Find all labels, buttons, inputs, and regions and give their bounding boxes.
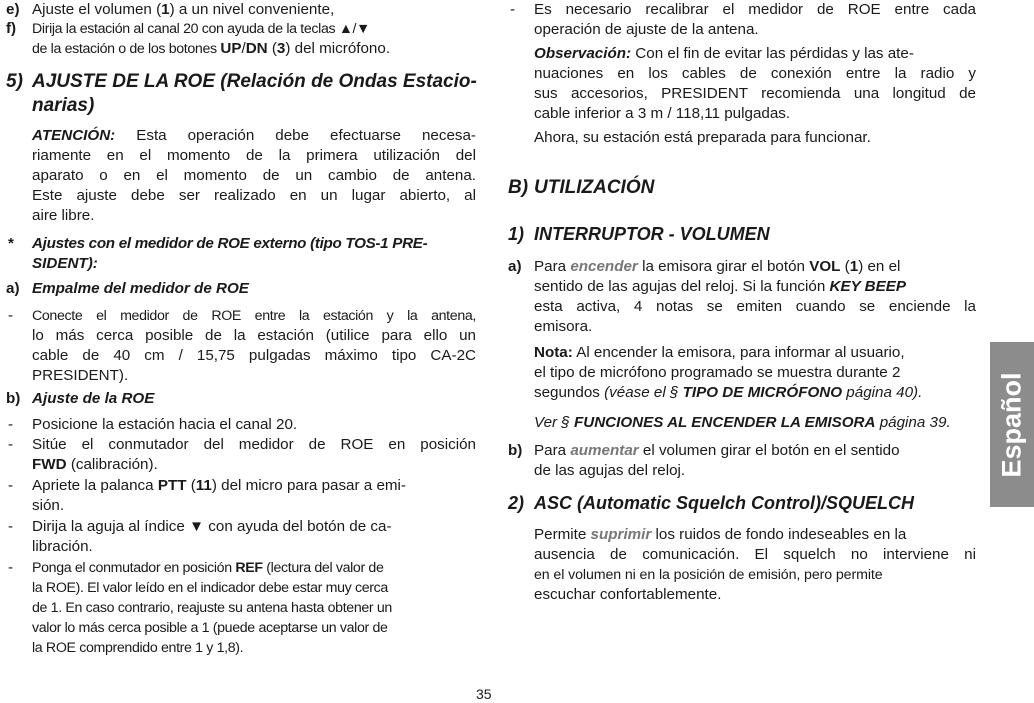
text: PRESIDENT). bbox=[32, 367, 129, 384]
text: Dirija la aguja al índice ▼ con ayuda del botón de ca- bbox=[32, 518, 392, 535]
item-marker: b) bbox=[6, 390, 21, 407]
key-label: KEY BEEP bbox=[829, 278, 907, 295]
reference: página 40). bbox=[842, 384, 923, 401]
text: Para bbox=[534, 258, 571, 275]
text: nuaciones en los cables de conexión entre la radio y bbox=[534, 65, 976, 82]
text: de la estación o de los botones bbox=[32, 41, 221, 57]
text: ( bbox=[186, 477, 196, 494]
asc-paragraph bbox=[534, 525, 976, 605]
text: esta activa, 4 notas se emiten cuando se enciende la bbox=[534, 298, 976, 315]
bullet-dash: - bbox=[8, 559, 14, 576]
text: Ponga el conmutador en posición bbox=[32, 560, 236, 576]
text: operación de ajuste de la antena. bbox=[534, 21, 759, 38]
text: en el volumen ni en la posición de emisión, pero permite bbox=[534, 567, 883, 583]
reference: (véase el § bbox=[604, 384, 683, 401]
text: la ROE). El valor leído en el indicador debe estar muy cerca bbox=[32, 580, 388, 596]
key-label: FWD bbox=[32, 456, 67, 473]
note-label: ATENCIÓN: bbox=[32, 127, 116, 144]
item-text: Dirija la estación al canal 20 con ayuda de la teclas ▲/▼ bbox=[32, 21, 370, 37]
text: escuchar confortablemente. bbox=[534, 586, 722, 603]
text: valor lo más cerca posible a 1 (puede aceptarse un valor de bbox=[32, 620, 388, 636]
text: ( bbox=[840, 258, 850, 275]
key-label: DN bbox=[245, 40, 268, 57]
item-marker: a) bbox=[508, 258, 522, 275]
text: Al encender la emisora, para informar al usuario, bbox=[572, 344, 905, 361]
text: ) en el bbox=[858, 258, 901, 275]
text: lo más cerca posible de la estación (utilice para ello un bbox=[32, 327, 476, 344]
text: Con el fin de evitar las pérdidas y las ate- bbox=[631, 45, 914, 62]
reference: página 39. bbox=[875, 414, 951, 431]
section-number: B) bbox=[508, 177, 529, 198]
text: Conecte el medidor de ROE entre la estación y la antena, bbox=[32, 308, 476, 324]
language-tab bbox=[990, 342, 1034, 507]
text: sión. bbox=[32, 497, 65, 514]
bullet-marker: * bbox=[8, 235, 14, 252]
text: los ruidos de fondo indeseables en la bbox=[651, 526, 907, 543]
item-marker: b) bbox=[508, 442, 523, 459]
section-title: narias) bbox=[32, 95, 95, 116]
key-number: 3 bbox=[276, 40, 286, 57]
reference: TIPO DE MICRÓFONO bbox=[682, 384, 843, 401]
language-tab-label: Español bbox=[996, 371, 1027, 478]
key-number: 1 bbox=[161, 1, 170, 18]
section-number: 2) bbox=[508, 493, 525, 513]
text: riamente en el momento de la primera utilización del bbox=[32, 147, 476, 164]
text: ) a un nivel conveniente, bbox=[169, 1, 335, 18]
text: (calibración). bbox=[66, 456, 158, 473]
text: Permite bbox=[534, 526, 591, 543]
reference: Ver § bbox=[534, 414, 574, 431]
subheading: Ajuste de la ROE bbox=[32, 390, 155, 407]
text: Ajuste el volumen ( bbox=[32, 1, 162, 18]
emphasis: encender bbox=[570, 258, 638, 275]
text: aire libre. bbox=[32, 207, 95, 224]
bullet-dash: - bbox=[8, 477, 14, 494]
note-label: Nota: bbox=[534, 344, 573, 361]
text: sentido de las agujas del reloj. Si la función bbox=[534, 278, 830, 295]
text: (lectura del valor de bbox=[262, 560, 384, 576]
bullet-dash: - bbox=[8, 416, 14, 433]
ahora-paragraph: Ahora, su estación está preparada para funcionar. bbox=[534, 129, 871, 146]
text: Sitúe el conmutador del medidor de ROE en posición bbox=[32, 436, 476, 453]
text: la ROE comprendido entre 1 y 1,8). bbox=[32, 640, 244, 656]
text: Para bbox=[534, 442, 571, 459]
page-number: 35 bbox=[476, 686, 492, 702]
reference: FUNCIONES AL ENCENDER LA EMISORA bbox=[573, 414, 876, 431]
bullet-dash: - bbox=[510, 1, 516, 18]
text: aparato o en el momento de un cambio de antena. bbox=[32, 167, 476, 184]
section-number: 1) bbox=[508, 224, 525, 244]
emphasis: suprimir bbox=[590, 526, 652, 543]
text: / bbox=[241, 40, 246, 57]
section-number: 5) bbox=[6, 71, 23, 92]
text: el tipo de micrófono programado se muestra durante 2 bbox=[534, 364, 901, 381]
text: cable inferior a 3 m / 118,11 pulgadas. bbox=[534, 105, 791, 122]
text: segundos bbox=[534, 384, 605, 401]
key-number: 1 bbox=[849, 258, 859, 275]
text: Este ajuste debe ser realizado en un lugar abierto, al bbox=[32, 187, 476, 204]
text: el volumen girar el botón en el sentido bbox=[638, 442, 900, 459]
section-title: INTERRUPTOR - VOLUMEN bbox=[534, 224, 770, 244]
text: la emisora girar el botón bbox=[637, 258, 810, 275]
text: emisora. bbox=[534, 318, 593, 335]
observacion-paragraph bbox=[534, 44, 976, 124]
text: Apriete la palanca bbox=[32, 477, 158, 494]
text: Es necesario recalibrar el medidor de ROE entre cada bbox=[534, 1, 976, 18]
key-label: VOL bbox=[809, 258, 841, 275]
item-text bbox=[32, 0, 334, 20]
section-title: UTILIZACIÓN bbox=[534, 177, 655, 198]
item-marker: e) bbox=[6, 1, 20, 18]
section-title: ASC (Automatic Squelch Control)/SQUELCH bbox=[534, 493, 915, 513]
subheading: Ajustes con el medidor de ROE externo (tipo TOS-1 PRE- bbox=[32, 235, 428, 252]
note-label: Observación: bbox=[534, 45, 632, 62]
ver-reference bbox=[534, 413, 976, 433]
bullet-dash: - bbox=[8, 436, 14, 453]
key-label: PTT bbox=[157, 477, 187, 494]
key-number: 11 bbox=[195, 477, 212, 494]
item-marker: a) bbox=[6, 280, 20, 297]
text: ausencia de comunicación. El squelch no interviene ni bbox=[534, 546, 976, 563]
item-text bbox=[32, 39, 476, 59]
subheading: Empalme del medidor de ROE bbox=[32, 280, 249, 297]
atencion-paragraph bbox=[32, 126, 476, 226]
text: cable de 40 cm / 15,75 pulgadas máximo tipo CA-2C bbox=[32, 347, 476, 364]
bullet-dash: - bbox=[8, 518, 14, 535]
text: ( bbox=[267, 40, 277, 57]
subheading: SIDENT): bbox=[32, 255, 98, 272]
nota-paragraph bbox=[534, 343, 976, 403]
text: ) del micro para pasar a emi- bbox=[211, 477, 406, 494]
bullet-dash: - bbox=[8, 307, 14, 324]
text: Esta operación debe efectuarse necesa- bbox=[115, 127, 476, 144]
text: sus accesorios, PRESIDENT recomienda una longitud de bbox=[534, 85, 976, 102]
text: libración. bbox=[32, 538, 93, 555]
item-marker: f) bbox=[6, 20, 17, 37]
text: de 1. En caso contrario, reajuste su antena hasta obtener un bbox=[32, 600, 392, 616]
key-label: UP bbox=[220, 40, 242, 57]
emphasis: aumentar bbox=[570, 442, 639, 459]
text: de las agujas del reloj. bbox=[534, 462, 686, 479]
text: Posicione la estación hacia el canal 20. bbox=[32, 416, 298, 433]
text: ) del micrófono. bbox=[285, 40, 391, 57]
key-label: REF bbox=[235, 560, 263, 576]
section-title: AJUSTE DE LA ROE (Relación de Ondas Estacio- bbox=[32, 71, 477, 92]
